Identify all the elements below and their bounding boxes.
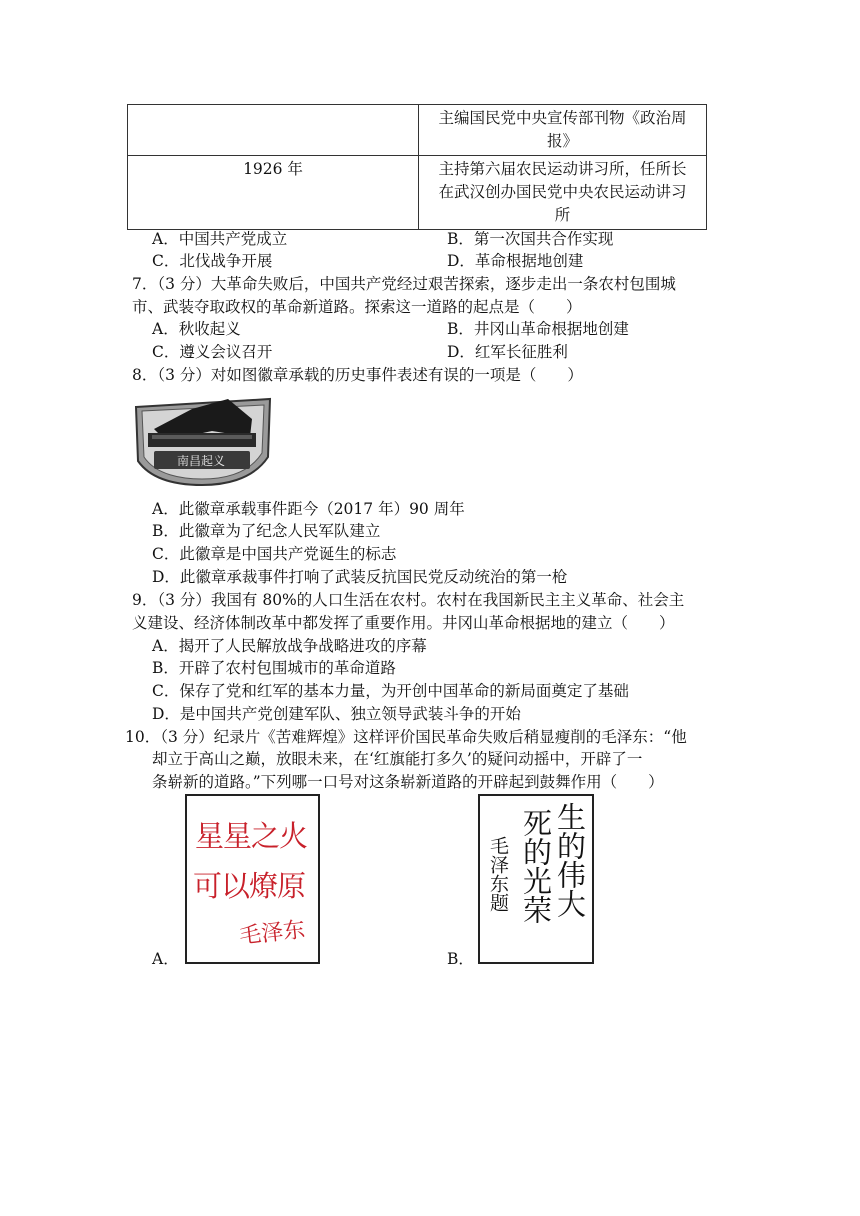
calligraphy-b-line: 死的光荣 [519, 808, 553, 924]
event-line: 在武汉创办国民党中央农民运动讲习 [438, 183, 687, 201]
q10-option-b-label[interactable]: B． [447, 950, 474, 968]
history-table [127, 104, 707, 230]
q7-stem-line: 7．（3 分）大革命失败后，中国共产党经过艰苦探索，逐步走出一条农村包围城 [132, 275, 676, 293]
q10-stem-line: 10．（3 分）纪录片《苦难辉煌》这样评价国民革命失败后稍显瘦削的毛泽东：“他 [125, 728, 687, 746]
q7-option-c[interactable]: C．遵义会议召开 [152, 343, 273, 361]
q7-stem-line: 市、武装夺取政权的革命新道路。探索这一道路的起点是（ ） [132, 298, 582, 316]
q10-option-a-label[interactable]: A． [152, 950, 179, 968]
calligraphy-a-line: 星星之火 [195, 819, 308, 853]
calligraphy-b-signature: 毛泽东题 [487, 836, 509, 912]
q9-stem-line: 义建设、经济体制改革中都发挥了重要作用。井冈山革命根据地的建立（ ） [132, 614, 675, 632]
q9-stem-line: 9．（3 分）我国有 80%的人口生活在农村。农村在我国新民主主义革命、社会主 [132, 591, 685, 609]
q8-option-b[interactable]: B．此徽章为了纪念人民军队建立 [152, 522, 381, 540]
event-line: 所 [554, 206, 571, 224]
table-cell-event [419, 105, 707, 156]
table-cell-year [128, 105, 419, 156]
q9-option-d[interactable]: D．是中国共产党创建军队、独立领导武装斗争的开始 [152, 705, 521, 723]
nanchang-uprising-badge [132, 395, 274, 487]
q6-option-a[interactable]: A．中国共产党成立 [152, 230, 288, 248]
q6-option-b[interactable]: B．第一次国共合作实现 [447, 230, 614, 248]
calligraphy-a-line: 可以燎原 [193, 869, 306, 903]
q9-option-b[interactable]: B．开辟了农村包围城市的革命道路 [152, 659, 396, 677]
event-line: 主编国民党中央宣传部刊物《政治周 [438, 109, 687, 127]
q8-option-a[interactable]: A．此徽章承载事件距今（2017 年）90 周年 [152, 500, 465, 518]
calligraphy-a-image[interactable] [185, 794, 320, 964]
badge-text: 南昌起义 [176, 454, 225, 468]
q9-option-a[interactable]: A．揭开了人民解放战争战略进攻的序幕 [152, 637, 427, 655]
q6-option-d[interactable]: D．革命根据地创建 [447, 252, 584, 270]
calligraphy-b-line: 生的伟大 [553, 802, 587, 918]
q8-option-c[interactable]: C．此徽章是中国共产党诞生的标志 [152, 545, 397, 563]
calligraphy-b-image[interactable] [478, 794, 594, 964]
badge-icon [132, 395, 274, 487]
q9-option-c[interactable]: C．保存了党和红军的基本力量，为开创中国革命的新局面奠定了基础 [152, 682, 629, 700]
q7-option-b[interactable]: B．井冈山革命根据地创建 [447, 320, 629, 338]
q6-option-c[interactable]: C．北伐战争开展 [152, 252, 273, 270]
event-line: 主持第六届农民运动讲习所，任所长 [438, 160, 687, 178]
q8-stem-line: 8．（3 分）对如图徽章承载的历史事件表述有误的一项是（ ） [132, 366, 583, 384]
table-cell-event [419, 156, 707, 230]
table-row [128, 156, 707, 230]
q10-stem-line: 条崭新的道路。”下列哪一口号对这条崭新道路的开辟起到鼓舞作用（ ） [152, 773, 664, 791]
q7-option-d[interactable]: D．红军长征胜利 [447, 343, 568, 361]
event-line: 报》 [546, 132, 578, 150]
q7-option-a[interactable]: A．秋收起义 [152, 320, 241, 338]
q10-stem-line: 却立于高山之巅，放眼未来，在‘红旗能打多久’的疑问动摇中，开辟了一 [152, 750, 643, 768]
table-row [128, 105, 707, 156]
calligraphy-a-signature: 毛泽东 [238, 917, 307, 950]
q8-option-d[interactable]: D．此徽章承裁事件打响了武装反抗国民党反动统治的第一枪 [152, 568, 568, 586]
table-cell-year: 1926 年 [128, 156, 419, 230]
